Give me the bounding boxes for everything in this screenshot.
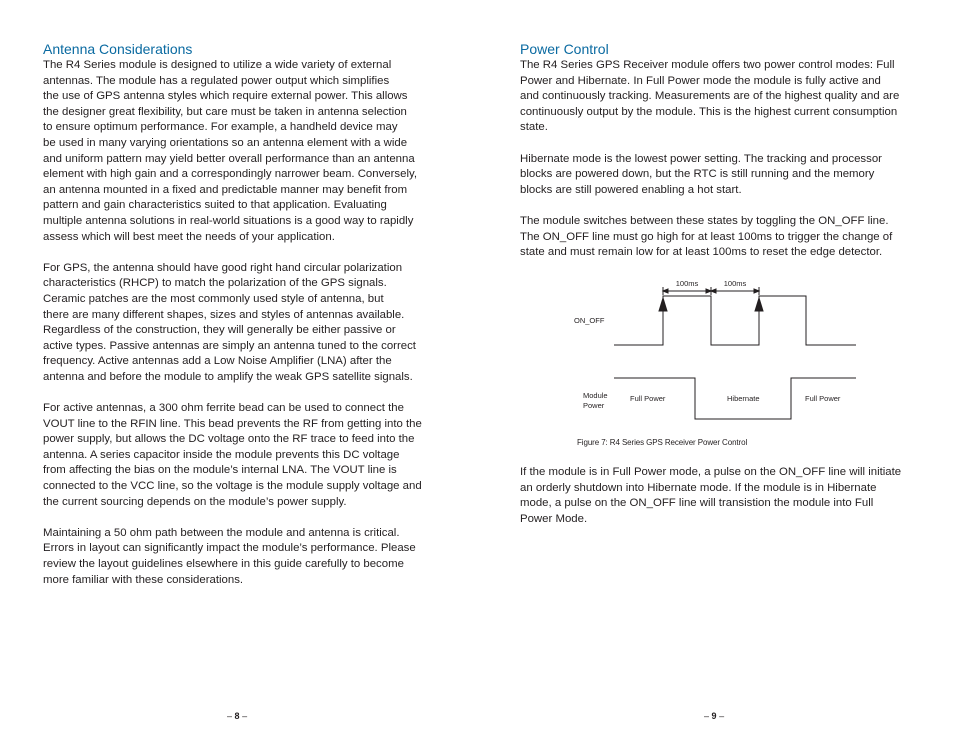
- text-line: Regardless of the construction, they will generally be either passive or: [43, 324, 396, 337]
- state-hibernate: Hibernate: [727, 394, 760, 403]
- text-line: The ON_OFF line must go high for at least 100ms to trigger the change of: [520, 230, 893, 243]
- rising-edge-arrow-2: [755, 298, 763, 311]
- text-line: the use of GPS antenna styles which require external power. This allows: [43, 90, 408, 103]
- paragraph: [43, 58, 443, 245]
- text-line: there are many different shapes, sizes and styles of antennas available.: [43, 308, 405, 321]
- text-line: the designer great flexibility, but care must be taken in antenna selection: [43, 105, 407, 118]
- paragraph: [520, 214, 920, 261]
- pulse-label-2: 100ms: [723, 279, 747, 288]
- text-line: frequency. Active antennas add a Low Noise Amplifier (LNA) after the: [43, 355, 392, 368]
- text-line: state and must remain low for at least 100ms to reset the edge detector.: [520, 246, 883, 259]
- paragraph: [520, 58, 920, 136]
- text-line: For active antennas, a 300 ohm ferrite bead can be used to connect the: [43, 402, 404, 415]
- measure-arrow-left-2: [711, 289, 716, 293]
- text-line: be used in many varying orientations so an antenna element with a wide: [43, 136, 408, 149]
- paragraph: [520, 465, 920, 527]
- pulse-label-1: 100ms: [675, 279, 699, 288]
- text-line: blocks are still powered enabling a hot start.: [520, 183, 742, 196]
- text-line: The R4 Series GPS Receiver module offers two power control modes: Full: [520, 59, 895, 71]
- figure-caption: Figure 7: R4 Series GPS Receiver Power Control: [577, 438, 748, 447]
- paragraph: [43, 401, 443, 510]
- measure-arrow-right-1: [706, 289, 711, 293]
- on-off-label: ON_OFF: [574, 316, 605, 325]
- on-off-waveform: [614, 296, 856, 345]
- text-line: power supply, but allows the DC voltage onto the RF trace to feed into the: [43, 433, 415, 446]
- measure-arrow-right-2: [754, 289, 759, 293]
- text-line: Power Mode.: [520, 512, 588, 525]
- text-line: antenna and before the module to amplify the weak GPS satellite signals.: [43, 370, 413, 383]
- state-full-power-2: Full Power: [805, 394, 841, 403]
- text-line: an orderly shutdown into Hibernate mode. If the module is in Hibernate: [520, 481, 877, 494]
- module-power-label-line1: Module: [583, 391, 608, 400]
- page-number-right: – 9 –: [704, 711, 725, 721]
- text-line: The module switches between these states by toggling the ON_OFF line.: [520, 214, 889, 227]
- text-line: Power and Hibernate. In Full Power mode the module is fully active and: [520, 74, 881, 87]
- text-line: and uniform pattern may yield better overall performance than an antenna: [43, 152, 415, 165]
- page-number-left: – 8 –: [227, 711, 248, 721]
- module-power-waveform: [614, 378, 856, 419]
- state-full-power-1: Full Power: [630, 394, 666, 403]
- text-line: assess which will best meet the needs of your application.: [43, 230, 335, 243]
- text-line: review the layout guidelines elsewhere in this guide carefully to become: [43, 558, 404, 570]
- text-line: VOUT line to the RFIN line. This bead prevents the RF from getting into the: [43, 417, 422, 430]
- antenna-considerations-heading: Antenna Considerations: [43, 41, 193, 57]
- text-line: more familiar with these considerations.: [43, 573, 244, 586]
- paragraph: [43, 261, 443, 386]
- text-line: Ceramic patches are the most commonly used style of antenna, but: [43, 292, 384, 305]
- text-line: state.: [520, 121, 548, 134]
- text-line: to ensure optimum performance. For example, a handheld device may: [43, 121, 398, 134]
- text-line: from affecting the bias on the module’s internal LNA. The VOUT line is: [43, 464, 397, 477]
- text-line: antennas. The module has a regulated power output which simplifies: [43, 74, 390, 87]
- text-line: pattern and gain characteristics suited to that application. Evaluating: [43, 199, 387, 212]
- text-line: active types. Passive antennas are simply an antenna tuned to the correct: [43, 339, 416, 352]
- measure-arrow-left-1: [663, 289, 668, 293]
- paragraph: [43, 526, 443, 588]
- text-line: an antenna mounted in a fixed and predictable manner may benefit from: [43, 183, 408, 196]
- rising-edge-arrow-1: [659, 298, 667, 311]
- text-line: Errors in layout can significantly impact the module’s performance. Please: [43, 542, 416, 555]
- text-line: multiple antenna solutions in real-world situations is a good way to rapidly: [43, 214, 414, 227]
- text-line: Maintaining a 50 ohm path between the module and antenna is critical.: [43, 526, 400, 539]
- text-line: Hibernate mode is the lowest power setting. The tracking and processor: [520, 152, 882, 165]
- text-line: characteristics (RHCP) to match the polarization of the GPS signals.: [43, 277, 387, 290]
- text-line: antenna. A series capacitor inside the module prevents this DC voltage: [43, 448, 400, 461]
- module-power-label-line2: Power: [583, 401, 605, 410]
- text-line: and continuously tracking. Measurements are of the highest quality and are: [520, 90, 900, 103]
- power-control-body-bottom: [520, 465, 920, 543]
- text-line: The R4 Series module is designed to utilize a wide variety of external: [43, 59, 392, 71]
- text-line: blocks are powered down, but the RTC is still running and the memory: [520, 168, 875, 181]
- text-line: For GPS, the antenna should have good right hand circular polarization: [43, 261, 403, 274]
- text-line: mode, a pulse on the ON_OFF line will transistion the module into Full: [520, 497, 874, 510]
- text-line: continuously output by the module. This is the highest current consumption: [520, 105, 898, 118]
- text-line: If the module is in Full Power mode, a pulse on the ON_OFF line will initiate: [520, 466, 902, 478]
- antenna-considerations-body: [43, 58, 443, 604]
- text-line: connected to the VCC line, so the voltage is the module supply voltage and: [43, 480, 422, 493]
- text-line: element with high gain and a correspondingly narrower beam. Conversely,: [43, 168, 417, 181]
- text-line: the current sourcing depends on the module’s power supply.: [43, 495, 347, 508]
- paragraph: [520, 152, 920, 199]
- power-control-heading: Power Control: [520, 41, 609, 57]
- power-control-body-top: [520, 58, 920, 276]
